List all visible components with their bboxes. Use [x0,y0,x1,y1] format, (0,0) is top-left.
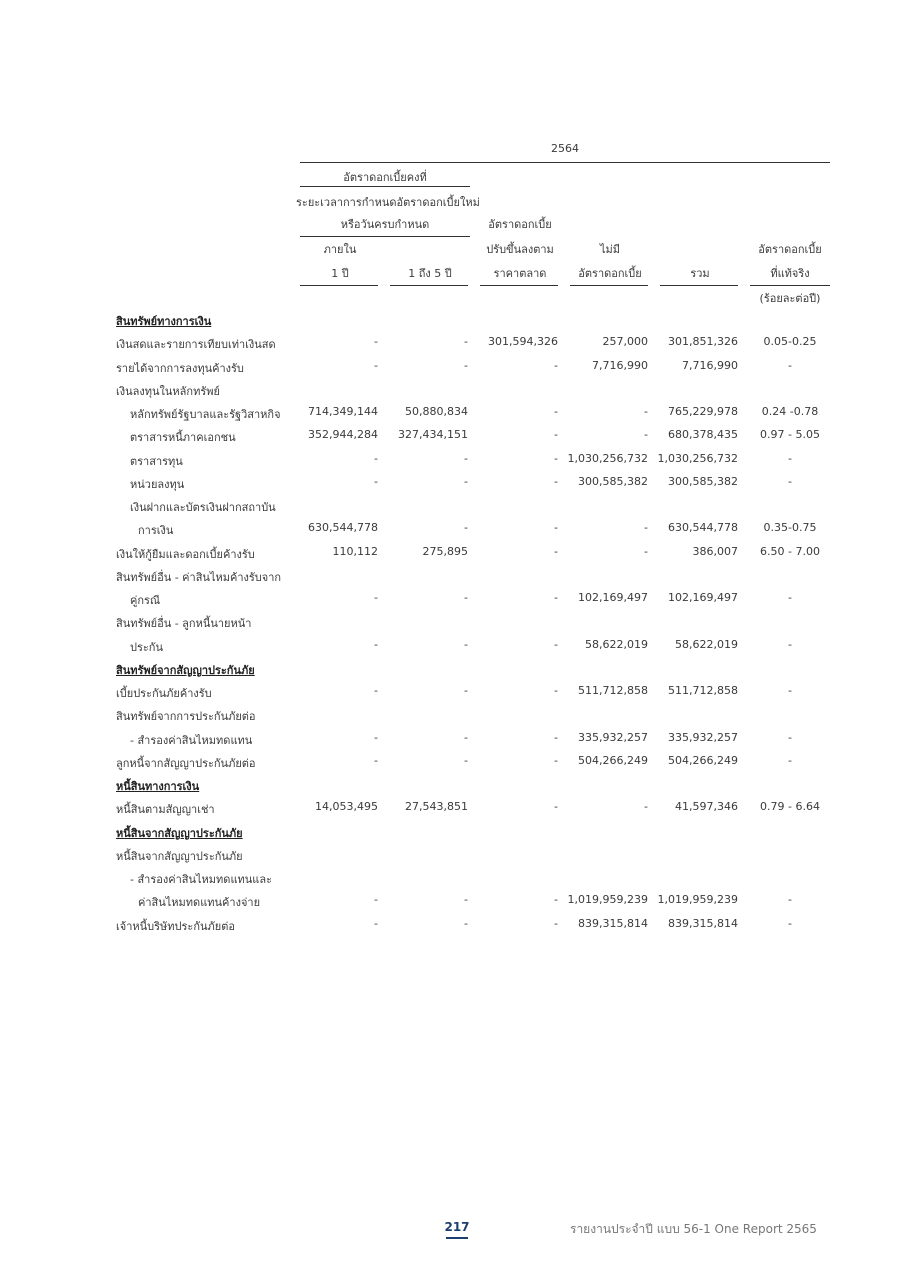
floating-heading-line2: ปรับขึ้นลงตาม [486,243,554,256]
amount-cell: 386,007 [692,545,738,558]
amount-cell: - [644,405,648,418]
fixed-rate-heading: อัตราดอกเบี้ยคงที่ [343,171,427,184]
amount-cell: 714,349,144 [308,405,378,418]
amount-cell: - [554,638,558,651]
floating-heading-line3: ราคาตลาด [493,267,547,280]
amount-cell: - [374,335,378,348]
row-label: - สำรองค่าสินไหมทดแทน [130,734,253,747]
col3-underline [480,285,558,286]
row-label: คู่กรณี [130,594,161,607]
amount-cell: 352,944,284 [308,428,378,441]
amount-cell: - [464,638,468,651]
amount-cell: 102,169,497 [668,591,738,604]
rate-cell: - [788,591,792,604]
amount-cell: 1,019,959,239 [567,893,648,906]
col2-underline [390,285,468,286]
amount-cell: 301,594,326 [488,335,558,348]
amount-cell: 839,315,814 [668,917,738,930]
within-heading-line1: ภายใน [323,243,357,256]
row-label: ประกัน [130,641,163,654]
fixed-rate-underline [300,186,470,187]
amount-cell: - [554,428,558,441]
amount-cell: 301,851,326 [668,335,738,348]
amount-cell: 300,585,382 [668,475,738,488]
col5-underline [660,285,738,286]
floating-heading-line1: อัตราดอกเบี้ย [488,218,552,231]
amount-cell: 680,378,435 [668,428,738,441]
amount-cell: 50,880,834 [405,405,468,418]
amount-cell: 14,053,495 [315,800,378,813]
rate-cell: 0.35-0.75 [763,521,817,534]
row-label: เงินลงทุนในหลักทรัพย์ [116,385,220,398]
amount-cell: - [374,359,378,372]
page-number-underline [446,1237,468,1239]
rate-cell: - [788,638,792,651]
rate-cell: 6.50 - 7.00 [760,545,820,558]
amount-cell: - [644,521,648,534]
amount-cell: - [374,754,378,767]
amount-cell: 1,030,256,732 [567,452,648,465]
amount-cell: - [374,591,378,604]
amount-cell: 511,712,858 [578,684,648,697]
amount-cell: - [464,731,468,744]
amount-cell: 110,112 [332,545,378,558]
rate-cell: - [788,917,792,930]
amount-cell: 511,712,858 [668,684,738,697]
amount-cell: - [464,917,468,930]
amount-cell: - [464,359,468,372]
rate-cell: - [788,684,792,697]
amount-cell: 1,019,959,239 [657,893,738,906]
amount-cell: 41,597,346 [675,800,738,813]
amount-cell: - [374,893,378,906]
row-label: หนี้สินจากสัญญาประกันภัย [116,850,243,863]
amount-cell: - [464,475,468,488]
amount-cell: - [464,684,468,697]
row-label: เบี้ยประกันภัยค้างรับ [116,687,212,700]
amount-cell: - [554,731,558,744]
amount-cell: 300,585,382 [578,475,648,488]
amount-cell: - [554,754,558,767]
amount-cell: 630,544,778 [308,521,378,534]
amount-cell: 7,716,990 [682,359,738,372]
amount-cell: 27,543,851 [405,800,468,813]
amount-cell: - [464,452,468,465]
amount-cell: 257,000 [602,335,648,348]
row-label: หน่วยลงทุน [130,478,185,491]
col6-underline [750,285,830,286]
section-heading: สินทรัพย์ทางการเงิน [116,315,212,328]
amount-cell: - [464,335,468,348]
row-label: เงินฝากและบัตรเงินฝากสถาบัน [130,501,276,514]
row-label: เงินให้กู้ยืมและดอกเบี้ยค้างรับ [116,548,255,561]
amount-cell: 504,266,249 [578,754,648,767]
amount-cell: - [464,591,468,604]
row-label: ค่าสินไหมทดแทนค้างจ่าย [138,896,261,909]
year-heading: 2564 [551,142,579,155]
rate-cell: 0.97 - 5.05 [760,428,820,441]
amount-cell: - [554,684,558,697]
amount-cell: - [644,545,648,558]
effective-unit-heading: (ร้อยละต่อปี) [759,292,821,305]
amount-cell: - [464,893,468,906]
non-interest-heading-line2: อัตราดอกเบี้ย [578,267,642,280]
amount-cell: 839,315,814 [578,917,648,930]
row-label: ตราสารหนี้ภาคเอกชน [130,431,236,444]
amount-cell: - [374,731,378,744]
row-label: หลักทรัพย์รัฐบาลและรัฐวิสาหกิจ [130,408,281,421]
amount-cell: - [374,452,378,465]
row-label: สินทรัพย์อื่น - ลูกหนี้นายหน้า [116,617,252,630]
section-heading: หนี้สินจากสัญญาประกันภัย [116,827,243,840]
non-interest-heading-line1: ไม่มี [599,243,621,256]
repricing-heading-line1: ระยะเวลาการกำหนดอัตราดอกเบี้ยใหม่ [296,196,480,209]
rate-cell: - [788,359,792,372]
rate-cell: - [788,452,792,465]
amount-cell: 504,266,249 [668,754,738,767]
rate-cell: - [788,754,792,767]
amount-cell: - [554,475,558,488]
repricing-heading-line2: หรือวันครบกำหนด [340,218,430,231]
row-label: เจ้าหนี้บริษัทประกันภัยต่อ [116,920,235,933]
amount-cell: 58,622,019 [585,638,648,651]
amount-cell: - [554,405,558,418]
amount-cell: - [554,521,558,534]
rate-cell: - [788,475,792,488]
rate-cell: - [788,731,792,744]
row-label: ลูกหนี้จากสัญญาประกันภัยต่อ [116,757,256,770]
row-label: หนี้สินตามสัญญาเช่า [116,803,215,816]
row-label: สินทรัพย์จากการประกันภัยต่อ [116,710,256,723]
rate-cell: 0.79 - 6.64 [760,800,820,813]
row-label: เงินสดและรายการเทียบเท่าเงินสด [116,338,276,351]
col1-underline [300,285,378,286]
amount-cell: - [554,591,558,604]
amount-cell: 58,622,019 [675,638,738,651]
amount-cell: - [464,521,468,534]
amount-cell: - [374,475,378,488]
amount-cell: 335,932,257 [578,731,648,744]
rate-cell: 0.24 -0.78 [761,405,819,418]
amount-cell: - [644,800,648,813]
amount-cell: - [554,452,558,465]
effective-heading-line2: ที่แท้จริง [770,267,810,280]
amount-cell: 630,544,778 [668,521,738,534]
amount-cell: 1,030,256,732 [657,452,738,465]
year-underline [300,162,830,163]
amount-cell: 275,895 [422,545,468,558]
within-heading-line2: 1 ปี [331,267,349,280]
amount-cell: - [554,917,558,930]
row-label: - สำรองค่าสินไหมทดแทนและ [130,873,273,886]
amount-cell: 102,169,497 [578,591,648,604]
amount-cell: 335,932,257 [668,731,738,744]
repricing-underline [300,236,470,237]
rate-cell: 0.05-0.25 [763,335,817,348]
effective-heading-line1: อัตราดอกเบี้ย [758,243,822,256]
one-to-five-heading: 1 ถึง 5 ปี [408,267,452,280]
row-label: ตราสารทุน [130,455,183,468]
row-label: การเงิน [138,524,174,537]
page-number: 217 [444,1220,470,1234]
total-heading: รวม [690,267,710,280]
section-heading: หนี้สินทางการเงิน [116,780,200,793]
amount-cell: - [554,893,558,906]
amount-cell: - [644,428,648,441]
report-title: รายงานประจำปี แบบ 56-1 One Report 2565 [570,1222,817,1236]
section-heading: สินทรัพย์จากสัญญาประกันภัย [116,664,255,677]
amount-cell: - [464,754,468,767]
amount-cell: - [554,359,558,372]
amount-cell: - [374,917,378,930]
amount-cell: - [374,638,378,651]
col4-underline [570,285,648,286]
amount-cell: - [374,684,378,697]
amount-cell: 327,434,151 [398,428,468,441]
amount-cell: 7,716,990 [592,359,648,372]
row-label: รายได้จากการลงทุนค้างรับ [116,362,244,375]
rate-cell: - [788,893,792,906]
row-label: สินทรัพย์อื่น - ค่าสินไหมค้างรับจาก [116,571,282,584]
amount-cell: - [554,545,558,558]
amount-cell: - [554,800,558,813]
amount-cell: 765,229,978 [668,405,738,418]
